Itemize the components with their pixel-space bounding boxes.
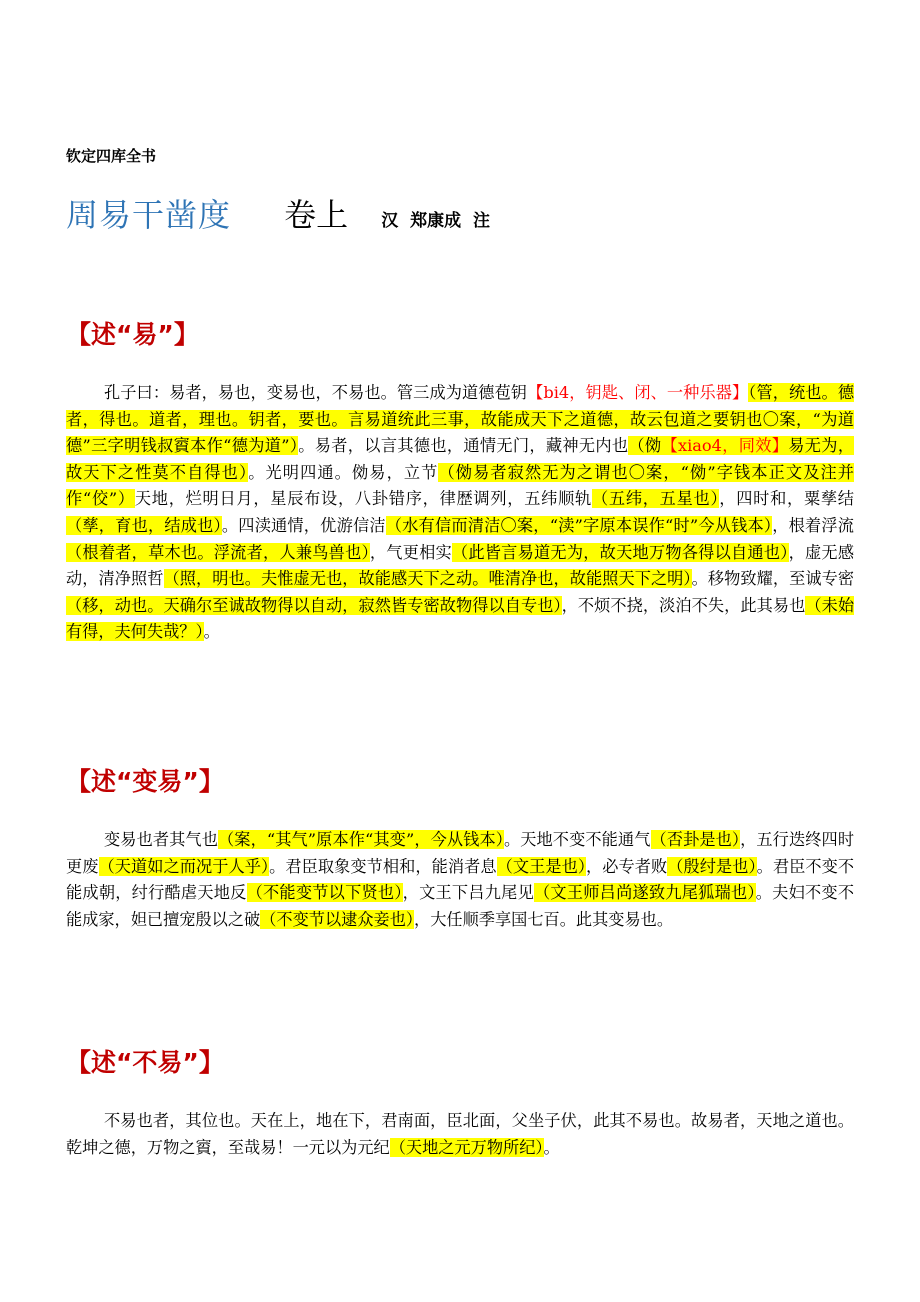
body-text: ，五行迭终四时更废 — [66, 830, 855, 876]
body-text: 孔子曰：易者，易也，变易也，不易也。管三成为道德苞钥 — [104, 383, 528, 402]
body-text: ，必专者败 — [585, 856, 668, 876]
section-paragraph-yi — [66, 380, 854, 646]
annotation-highlight: （文王师吕尚遂致九尾狐瑞也） — [534, 883, 756, 903]
series-title: 钦定四库全书 — [66, 147, 157, 165]
body-text: ，虚无感动，清净照哲 — [66, 542, 855, 589]
annotation-highlight: （天地之元万物所纪） — [389, 1137, 544, 1157]
body-text: ，根着浮流 — [772, 515, 854, 535]
annotation-highlight: （不能变节以下贤也） — [246, 883, 403, 903]
body-text: ，四时和，粟孳结 — [719, 489, 854, 509]
annotation-highlight: （俲 — [628, 436, 662, 456]
section-heading-buyi: 【述“不易”】 — [66, 1048, 224, 1077]
annotation-highlight: （此皆言易道无为，故天地万物各得以自通也） — [451, 542, 789, 562]
body-text: 。天地不变不能通气 — [503, 830, 651, 849]
annotation-highlight: （否卦是也） — [650, 830, 741, 849]
body-text: 。夫妇不变不能成家，妲已擅宠殷以之破 — [66, 883, 855, 929]
annotation-highlight: （殷纣是也） — [667, 856, 757, 876]
volume-label: 卷上 — [284, 196, 349, 234]
body-text: 。 — [203, 622, 220, 642]
annotation-highlight: （管，统也。德者，得也。道者，理也。钥者，要也。言易道统此三事，故能成天下之道德，故云包道之要钥也〇案，“为道德”三字明钱叔賨本作“德为道”） — [66, 383, 855, 456]
annotation-highlight: （水有信而清洁〇案，“渎”字原本误作“时”今从钱本） — [385, 515, 773, 535]
body-text: 。光明四通。俲易，立节 — [248, 462, 439, 482]
body-text: ，文王下吕九尾见 — [402, 883, 535, 903]
annotation-highlight: （未始有得，夫何失哉？） — [66, 595, 855, 642]
section-heading-bianyi: 【述“变易”】 — [66, 767, 224, 796]
body-text: 。 — [543, 1137, 560, 1157]
annotation-highlight: （天道如之而况于人乎） — [98, 856, 270, 876]
annotation-highlight: 易无为，故天下之性莫不自得也） — [66, 436, 855, 482]
annotation-highlight: （照，明也。夫惟虚无也，故能感天下之动。唯清净也，故能照天下之明） — [163, 569, 692, 589]
body-text: 。移物致耀，至诚专密 — [691, 569, 855, 589]
body-text: 。四渎通情，优游信洁 — [221, 515, 386, 535]
body-text: 。君臣取象变节相和，能消者息 — [269, 856, 497, 876]
section-paragraph-buyi — [66, 1108, 854, 1161]
body-text: 不易也者，其位也。天在上，地在下，君南面，臣北面，父坐子伏，此其不易也。故易者，天地之道也。乾坤之德，万物之賨，至哉易！一元以为元纪 — [66, 1111, 854, 1157]
body-text: 天地，烂明日月，星辰布设，八卦错序，律歴调列，五纬顺轨 — [134, 489, 592, 509]
annotation-highlight: （文王是也） — [496, 856, 586, 876]
annotation-highlight: （根着者，草木也。浮流者，人兼鸟兽也） — [66, 542, 370, 562]
title-row — [66, 190, 490, 240]
body-text: 变易也者其气也 — [104, 830, 218, 849]
section-paragraph-bianyi — [66, 827, 854, 933]
annotation-highlight: （五纬，五星也） — [591, 489, 720, 509]
annotation-highlight: （不变节以逮众妾也） — [260, 909, 415, 929]
section-heading-yi: 【述“易”】 — [66, 320, 199, 349]
annotation-highlight: （俲易者寂然无为之谓也〇案，“俲”字钱本正文及注并作“佼”） — [66, 462, 854, 509]
body-text: 。君臣不变不能成朝，纣行酷虐天地反 — [66, 856, 855, 903]
annotation-highlight: （孳，育也，结成也） — [66, 515, 222, 535]
annotation-highlight: （案，“其气”原本作“其变”，今从钱本） — [218, 830, 504, 849]
book-title: 周易干凿度 — [66, 196, 232, 234]
annotation-highlight: （移，动也。天确尔至诚故物得以自动，寂然皆专密故物得以自专也） — [66, 595, 562, 615]
body-text: ，气更相实 — [369, 542, 452, 562]
body-text: ，大任顺季享国七百。此其变易也。 — [414, 909, 674, 929]
author-line: 汉 郑康成 注 — [381, 211, 491, 231]
pronunciation-note: 【xiao4，同效】 — [661, 436, 789, 456]
body-text: 。易者，以言其德也，通情无门，藏神无内也 — [298, 436, 629, 456]
pronunciation-note: 【bi4，钥匙、闭、一种乐器】 — [527, 383, 749, 402]
body-text: ，不烦不挠，淡泊不失，此其易也 — [561, 595, 806, 615]
